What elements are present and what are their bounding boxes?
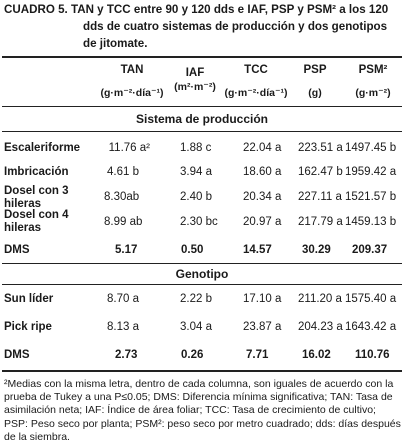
header-tcc-unit: (g·m⁻²·día⁻¹) xyxy=(224,87,288,99)
cell-psp: 16.02 xyxy=(302,349,331,361)
row-label: Imbricación xyxy=(4,166,69,178)
cell-psm: 209.37 xyxy=(352,244,388,256)
cell-psp: 204.23 a xyxy=(298,321,343,333)
caption-line-2: dds de cuatro sistemas de producción y dos genotipos xyxy=(83,20,388,33)
cell-psm: 1459.13 b xyxy=(345,216,397,228)
cell-psm: 1959.42 a xyxy=(345,166,397,178)
cell-psp: 211.20 a xyxy=(298,293,342,305)
cell-psm: 110.76 xyxy=(355,349,390,361)
cell-psp: 217.79 a xyxy=(298,216,343,228)
row-label: Escaleriforme xyxy=(4,142,81,154)
cell-psp: 227.11 a xyxy=(298,191,342,203)
cell-tcc: 20.97 a xyxy=(243,216,282,228)
cell-iaf: 0.26 xyxy=(181,349,204,361)
cell-psp: 30.29 xyxy=(302,244,331,256)
cell-tan: 8.70 a xyxy=(107,293,139,305)
cell-tcc: 23.87 a xyxy=(243,321,282,333)
header-iaf-unit: (m²·m⁻²) xyxy=(174,81,216,93)
header-psm: PSM² xyxy=(358,64,388,76)
cell-iaf: 2.40 b xyxy=(180,191,212,203)
header-tan: TAN xyxy=(120,64,144,76)
section-sistema: Sistema de producción xyxy=(135,112,269,126)
cell-psp: 223.51 a xyxy=(298,142,343,154)
cell-iaf: 2.30 bc xyxy=(180,216,218,228)
cell-tcc: 17.10 a xyxy=(243,293,282,305)
section-rule-3 xyxy=(2,284,402,285)
cell-tan: 8.13 a xyxy=(107,321,139,333)
row-label: DMS xyxy=(4,349,30,361)
row-label: Dosel con 3 hileras xyxy=(4,185,69,210)
cell-iaf: 3.94 a xyxy=(180,166,212,178)
row-label: Sun líder xyxy=(4,293,54,305)
caption-line-3: de jitomate. xyxy=(83,37,148,50)
cell-psm: 1497.45 b xyxy=(345,142,397,154)
cell-psm: 1521.57 b xyxy=(345,191,397,203)
cell-tan: 8.30ab xyxy=(104,191,140,203)
top-rule xyxy=(2,56,402,58)
bottom-rule xyxy=(2,370,402,372)
header-iaf: IAF xyxy=(185,67,205,79)
header-psm-unit: (g·m⁻²) xyxy=(355,87,391,99)
header-rule xyxy=(2,106,402,107)
cell-tan: 11.76 a² xyxy=(108,142,150,154)
row-label: Pick ripe xyxy=(4,321,52,333)
cell-tan: 4.61 b xyxy=(107,166,139,178)
cell-tcc: 20.34 a xyxy=(243,191,282,203)
cell-tcc: 18.60 a xyxy=(243,166,282,178)
header-psp-unit: (g) xyxy=(308,87,322,99)
cell-tan: 5.17 xyxy=(115,244,138,256)
cell-tcc: 14.57 xyxy=(243,244,272,256)
table-footnote: ²Medias con la misma letra, dentro de cada columna, son iguales de acuerdo con la prueba de Tukey a una P≤0.05; DMS: Diferencia mínima significativa; TAN: Tasa de asimilación neta; IAF: Índice de área foliar; TCC: Tasa de crecimiento de cultivo; PSP: Peso seco por planta; PSM²: peso seco por metro cuadrado; dds: días después de la siembra. xyxy=(4,378,401,443)
row-label: DMS xyxy=(4,244,30,256)
section-genotipo: Genotipo xyxy=(175,267,229,281)
cell-iaf: 2.22 b xyxy=(180,293,212,305)
cell-iaf: 0.50 xyxy=(181,244,204,256)
cell-tcc: 22.04 a xyxy=(243,142,282,154)
row-label: Dosel con 4 hileras xyxy=(4,209,69,234)
cell-tcc: 7.71 xyxy=(246,349,269,361)
header-psp: PSP xyxy=(303,64,327,76)
cell-tan: 8.99 ab xyxy=(104,216,143,228)
cell-iaf: 3.04 a xyxy=(180,321,212,333)
cell-tan: 2.73 xyxy=(115,349,138,361)
cell-iaf: 1.88 c xyxy=(180,142,212,154)
table-caption xyxy=(4,1,402,52)
header-tcc: TCC xyxy=(244,64,268,76)
cell-psm: 1575.40 a xyxy=(345,293,397,305)
cell-psp: 162.47 b xyxy=(298,166,343,178)
header-tan-unit: (g·m⁻²·día⁻¹) xyxy=(100,87,164,99)
cell-psm: 1643.42 a xyxy=(345,321,397,333)
section-rule-1 xyxy=(2,131,402,132)
section-rule-2 xyxy=(2,263,402,264)
caption-line-1: CUADRO 5. TAN y TCC entre 90 y 120 dds e IAF, PSP y PSM² a los 120 xyxy=(4,3,389,16)
